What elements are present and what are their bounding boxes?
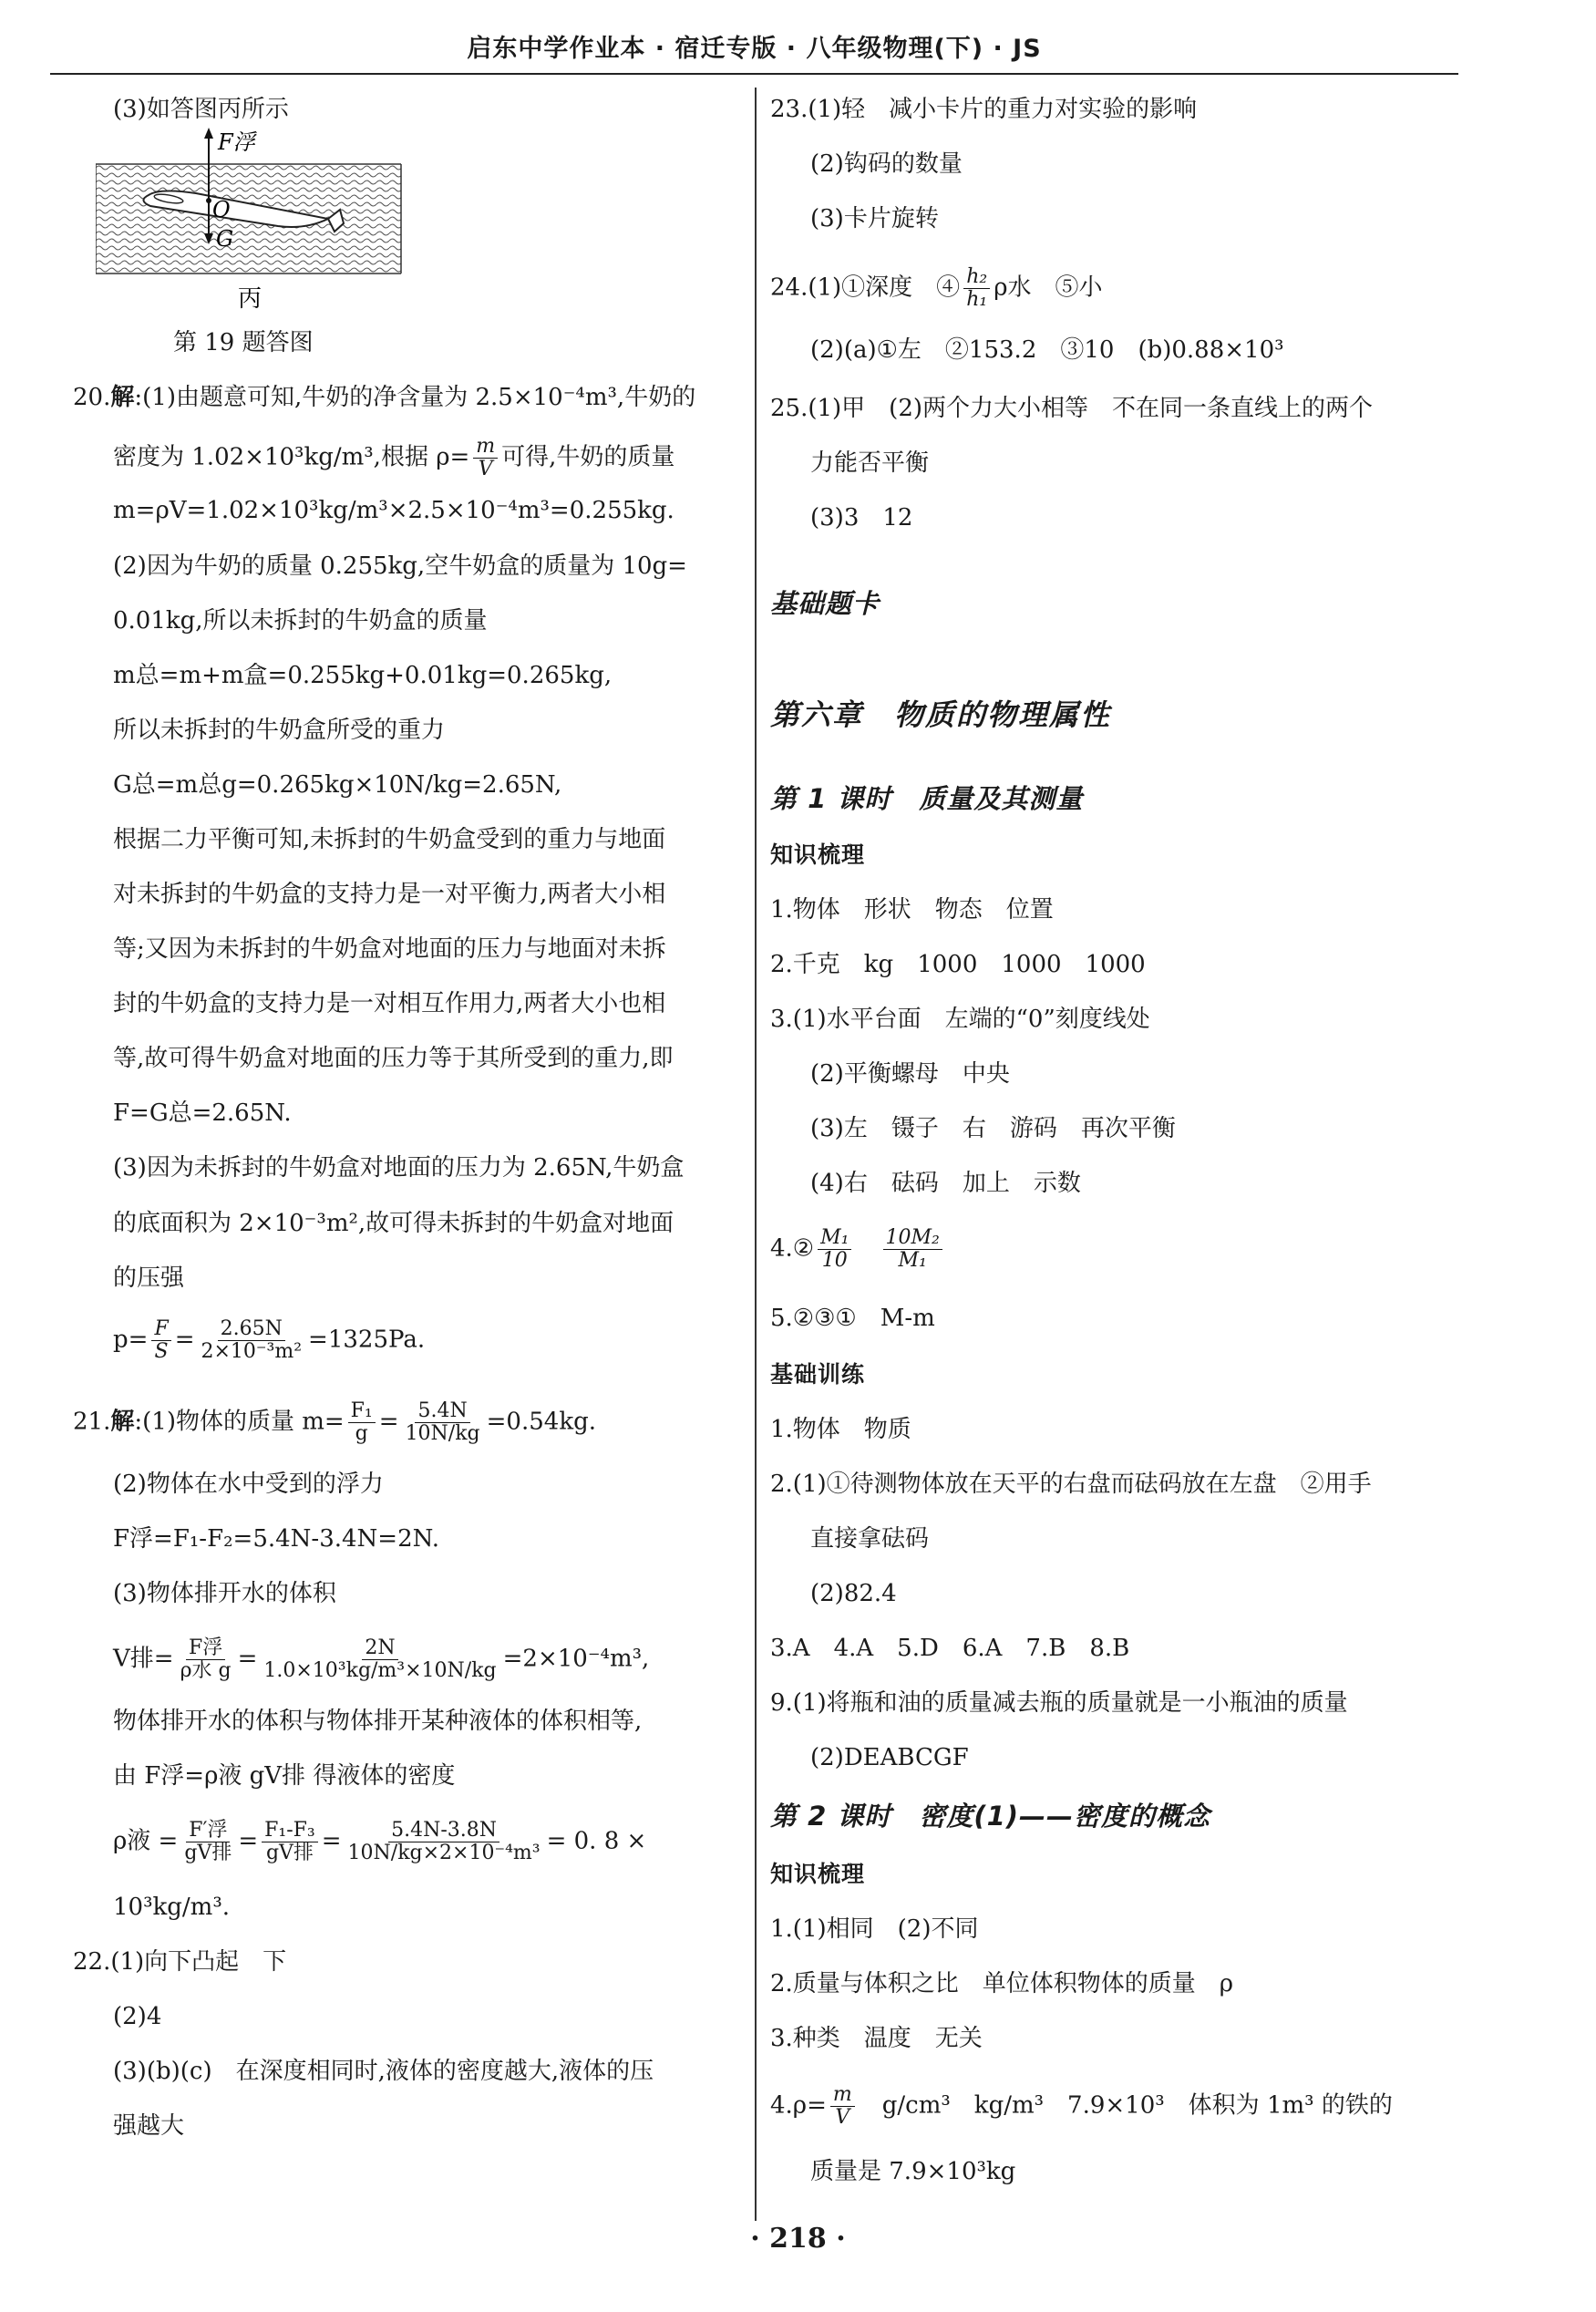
q20-line-1: 20.解:(1)由题意可知,牛奶的净含量为 2.5×10⁻⁴m³,牛奶的 — [73, 384, 696, 411]
lesson1-sub-training: 基础训练 — [770, 1361, 866, 1388]
q22-line-3: (3)(b)(c) 在深度相同时,液体的密度越大,液体的压 — [113, 2058, 654, 2085]
q20-line-10: 对未拆封的牛奶盒的支持力是一对平衡力,两者大小相 — [113, 881, 666, 908]
l1-k3: 3.(1)水平台面 左端的“0”刻度线处 — [770, 1006, 1150, 1033]
l2-k3: 3.种类 温度 无关 — [770, 2025, 983, 2052]
label-o: O — [212, 197, 231, 222]
l1-k4: 4.② $\frac{\text{M₁}}{10}$ $\frac{\text{10M₂}}{\text{M₁}}$ — [770, 1227, 946, 1272]
l2-k4c: 质量是 7.9×10³kg — [810, 2158, 1016, 2185]
q20-line-17: 的压强 — [113, 1264, 185, 1292]
q21-line-8: ρ液 = $\frac{\text{F′浮}}{\text{gV排}}$ = $\frac{\text{F₁-F₃}}{\text{gV排}}$ = $\frac{5.4N-3.8N}{\text{10N/kg×2×10⁻⁴m³}}$ = 0. 8 × — [113, 1819, 647, 1864]
q21-line-5: V排= $\frac{\text{F浮}}{\text{ρ水 g}}$ = $\frac{2N}{\text{1.0×10³kg/m³×10N/kg}}$ =2×10⁻⁴m³, — [113, 1636, 650, 1682]
q19-3-line: (3)如答图丙所示 — [113, 96, 289, 123]
q21-line-4: (3)物体排开水的体积 — [113, 1580, 336, 1607]
q20-line-12: 封的牛奶盒的支持力是一对相互作用力,两者大小也相 — [113, 990, 666, 1017]
q21-line-1: 21.解:(1)物体的质量 m= $\frac{\text{F₁}}{g}$ = $\frac{5.4N}{10N/kg}$ =0.54kg. — [73, 1399, 596, 1445]
q20-line-5: 0.01kg,所以未拆封的牛奶盒的质量 — [113, 607, 488, 635]
q20-line-8: G总=m总g=0.265kg×10N/kg=2.65N, — [113, 771, 562, 799]
lesson1-title: 第 1 课时 质量及其测量 — [770, 783, 1084, 814]
l1-t3: 3.A 4.A 5.D 6.A 7.B 8.B — [770, 1635, 1130, 1662]
q20-line-15: (3)因为未拆封的牛奶盒对地面的压力为 2.65N,牛奶盒 — [113, 1154, 685, 1182]
q23-line-2: (2)钩码的数量 — [810, 150, 963, 178]
l1-k3d: (4)右 砝码 加上 示数 — [810, 1170, 1081, 1197]
q20-line-2: 密度为 1.02×10³kg/m³,根据 ρ= $\frac{m}{V}$ 可得,牛奶的质量 — [113, 435, 675, 480]
q20-line-11: 等;又因为未拆封的牛奶盒对地面的压力与地面对未拆 — [113, 935, 666, 963]
buoyancy-diagram — [96, 128, 406, 319]
q22-line-2: (2)4 — [113, 2003, 162, 2030]
lesson2-sub-knowledge: 知识梳理 — [770, 1861, 866, 1887]
chapter-title: 第六章 物质的物理属性 — [770, 697, 1112, 732]
q20-line-3: m=ρV=1.02×10³kg/m³×2.5×10⁻⁴m³=0.255kg. — [113, 497, 674, 524]
lesson2-title: 第 2 课时 密度(1)——密度的概念 — [770, 1801, 1211, 1832]
q20-line-6: m总=m+m盒=0.255kg+0.01kg=0.265kg, — [113, 662, 613, 689]
q21-line-3: F浮=F₁-F₂=5.4N-3.4N=2N. — [113, 1525, 439, 1553]
q22-line-4: 强越大 — [113, 2112, 185, 2140]
label-g: G — [216, 226, 234, 252]
q25-line-1: 25.(1)甲 (2)两个力大小相等 不在同一条直线上的两个 — [770, 395, 1374, 422]
q20-line-4: (2)因为牛奶的质量 0.255kg,空牛奶盒的质量为 10g= — [113, 552, 687, 580]
l1-t1: 1.物体 物质 — [770, 1416, 911, 1443]
q21-line-9: 10³kg/m³. — [113, 1894, 231, 1921]
l2-k1: 1.(1)相同 (2)不同 — [770, 1915, 979, 1943]
q21-line-6: 物体排开水的体积与物体排开某种液体的体积相等, — [113, 1708, 643, 1735]
page-header — [50, 26, 1458, 75]
l2-k2: 2.质量与体积之比 单位体积物体的质量 ρ — [770, 1970, 1234, 1997]
l1-t9b: (2)DEABCGF — [810, 1744, 969, 1771]
l1-k1: 1.物体 形状 物态 位置 — [770, 896, 1054, 924]
q21-line-7: 由 F浮=ρ液 gV排 得液体的密度 — [113, 1762, 456, 1790]
q20-line-13: 等,故可得牛奶盒对地面的压力等于其所受到的重力,即 — [113, 1045, 674, 1072]
label-f-float: F浮 — [218, 129, 255, 155]
l1-k3c: (3)左 镊子 右 游码 再次平衡 — [810, 1115, 1176, 1142]
q23-line-3: (3)卡片旋转 — [810, 205, 939, 232]
l1-k3b: (2)平衡螺母 中央 — [810, 1060, 1010, 1088]
q22-line-1: 22.(1)向下凸起 下 — [73, 1948, 287, 1976]
q25-line-2: 力能否平衡 — [810, 449, 930, 477]
l1-t2c: (2)82.4 — [810, 1580, 897, 1607]
q24-line-2: (2)(a)①左 ②153.2 ③10 (b)0.88×10³ — [810, 336, 1284, 364]
l2-k4: 4.ρ= $\frac{m}{V}$ g/cm³ kg/m³ 7.9×10³ 体积为 1m³ 的铁的 — [770, 2083, 1393, 2129]
q24-line-1: 24.(1)①深度 ④ $\frac{\text{h₂}}{\text{h₁}}$ ρ水 ⑤小 — [770, 265, 1103, 311]
q20-line-9: 根据二力平衡可知,未拆封的牛奶盒受到的重力与地面 — [113, 826, 666, 853]
figure-caption: 第 19 题答图 — [173, 329, 314, 356]
l1-k5: 5.②③① M-m — [770, 1305, 935, 1332]
l1-t2b: 直接拿砝码 — [810, 1525, 930, 1553]
column-divider — [755, 88, 757, 2221]
q23-line-1: 23.(1)轻 减小卡片的重力对实验的影响 — [770, 96, 1198, 123]
q20-line-7: 所以未拆封的牛奶盒所受的重力 — [113, 717, 446, 744]
q20-line-14: F=G总=2.65N. — [113, 1099, 292, 1127]
header-title: 启东中学作业本 · 宿迁专版 · 八年级物理(下) · JS — [467, 35, 1042, 63]
l1-t9: 9.(1)将瓶和油的质量减去瓶的质量就是一小瓶油的质量 — [770, 1689, 1348, 1717]
l1-k2: 2.千克 kg 1000 1000 1000 — [770, 951, 1146, 978]
lesson1-sub-knowledge: 知识梳理 — [770, 841, 866, 868]
q21-line-2: (2)物体在水中受到的浮力 — [113, 1471, 384, 1498]
section-title: 基础题卡 — [770, 588, 880, 619]
q20-line-16: 的底面积为 2×10⁻³m²,故可得未拆封的牛奶盒对地面 — [113, 1210, 674, 1237]
q20-line-18: p= $\frac{F}{S}$ = $\frac{2.65N}{\text{2×10⁻³m²}}$ =1325Pa. — [113, 1317, 426, 1363]
figure-sub-label: 丙 — [238, 285, 263, 313]
page-number: · 218 · — [750, 2223, 846, 2255]
l1-t2: 2.(1)①待测物体放在天平的右盘而砝码放在左盘 ②用手 — [770, 1471, 1372, 1498]
figure-19 — [96, 128, 406, 323]
q25-line-3: (3)3 12 — [810, 504, 913, 532]
